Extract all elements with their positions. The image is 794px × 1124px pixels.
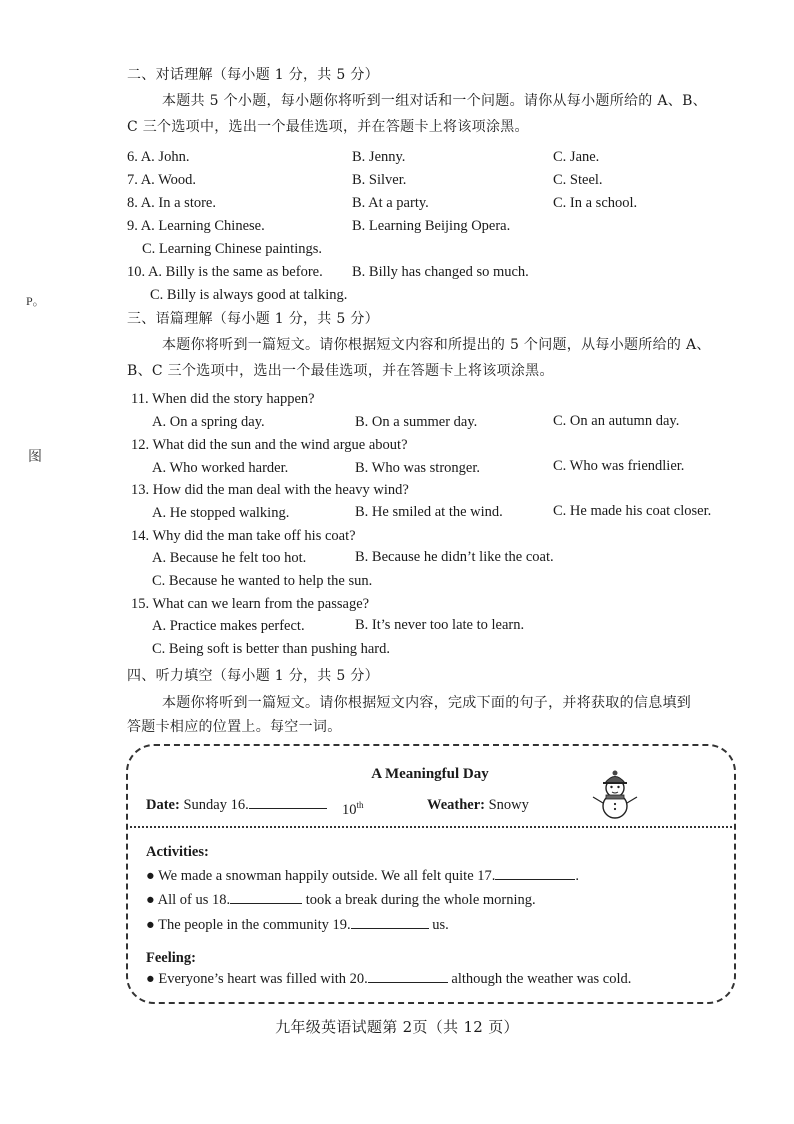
- margin-mark: 图: [28, 450, 42, 465]
- option-c: C. He made his coat closer.: [553, 503, 712, 519]
- answer-blank[interactable]: [351, 916, 429, 929]
- question: 14. Why did the man take off his coat?: [131, 528, 356, 544]
- option-a: A. Because he felt too hot.: [152, 550, 307, 566]
- option-b: B. He smiled at the wind.: [355, 504, 503, 520]
- option-c: C. Because he wanted to help the sun.: [152, 573, 373, 589]
- activities-label: Activities:: [146, 844, 209, 860]
- section-heading: 三、语篇理解（每小题 1 分，共 5 分）: [127, 311, 379, 327]
- section-instructions: 本题你将听到一篇短文。请你根据短文内容和所提出的 5 个问题，从每小题所给的 A、: [162, 337, 711, 353]
- option-c: C. Steel.: [553, 172, 603, 188]
- option-b: B. Learning Beijing Opera.: [352, 218, 511, 234]
- page-footer: 九年级英语试题第 2页（共 12 页）: [275, 1018, 519, 1036]
- date-suffix-sup: th: [356, 800, 364, 810]
- question: 12. What did the sun and the wind argue about?: [131, 437, 408, 453]
- option-c: C. In a school.: [553, 195, 638, 211]
- option-b: B. Because he didn’t like the coat.: [355, 549, 554, 565]
- section-heading: 四、听力填空（每小题 1 分，共 5 分）: [127, 668, 379, 684]
- question: 13. How did the man deal with the heavy wind?: [131, 482, 409, 498]
- activity-end: us.: [432, 917, 449, 933]
- activity-end: took a break during the whole morning.: [305, 892, 536, 908]
- question: 11. When did the story happen?: [131, 391, 315, 407]
- date-label: Date:: [146, 797, 180, 813]
- option-c: C. Billy is always good at talking.: [150, 287, 348, 303]
- question: 15. What can we learn from the passage?: [131, 596, 370, 612]
- activity-line: [146, 916, 449, 934]
- section-instructions: B、C 三个选项中，选出一个最佳选项，并在答题卡上将该项涂黑。: [127, 363, 554, 379]
- card-title: A Meaningful Day: [371, 766, 489, 782]
- section-heading: 二、对话理解（每小题 1 分，共 5 分）: [127, 67, 379, 83]
- option-a: 8. A. In a store.: [127, 195, 216, 211]
- weather-row: [427, 796, 529, 814]
- date-suffix-wrap: [342, 796, 364, 819]
- feeling-line: [146, 970, 631, 988]
- activity-text: All of us 18.: [157, 892, 231, 908]
- section-instructions: C 三个选项中，选出一个最佳选项，并在答题卡上将该项涂黑。: [127, 119, 529, 135]
- option-c: C. On an autumn day.: [553, 413, 680, 429]
- section-instructions: 本题你将听到一篇短文。请你根据短文内容，完成下面的句子，并将获取的信息填到: [162, 695, 692, 711]
- option-b: B. Who was stronger.: [355, 460, 480, 476]
- option-b: B. Silver.: [352, 172, 407, 188]
- answer-blank[interactable]: [249, 796, 327, 809]
- option-a: 10. A. Billy is the same as before.: [127, 264, 323, 280]
- answer-blank[interactable]: [495, 867, 575, 880]
- date-suffix: 10: [342, 801, 357, 818]
- section-instructions: 本题共 5 个小题，每小题你将听到一组对话和一个问题。请你从每小题所给的 A、B、: [162, 93, 707, 109]
- option-a: 9. A. Learning Chinese.: [127, 218, 265, 234]
- activity-text: We made a snowman happily outside. We all felt quite 17.: [158, 868, 496, 884]
- option-c: C. Learning Chinese paintings.: [142, 241, 323, 257]
- activity-end: .: [575, 868, 580, 884]
- card-divider: [126, 826, 736, 828]
- option-a: 7. A. Wood.: [127, 172, 197, 188]
- snowman-icon: [588, 770, 642, 820]
- activity-text: The people in the community 19.: [158, 917, 351, 933]
- option-b: B. It’s never too late to learn.: [355, 617, 525, 633]
- option-c: C. Who was friendlier.: [553, 458, 685, 474]
- feeling-label: Feeling:: [146, 950, 196, 966]
- activity-line: [146, 867, 579, 885]
- margin-mark: P。: [26, 294, 45, 308]
- date-value: Sunday 16.: [183, 797, 249, 813]
- option-b: B. On a summer day.: [355, 414, 478, 430]
- option-b: B. Billy has changed so much.: [352, 264, 529, 280]
- feeling-text: Everyone’s heart was filled with 20.: [158, 971, 368, 987]
- option-a: A. Who worked harder.: [152, 460, 289, 476]
- option-c: C. Jane.: [553, 149, 600, 165]
- section-instructions: 答题卡相应的位置上。每空一词。: [127, 719, 342, 735]
- option-b: B. Jenny.: [352, 149, 406, 165]
- date-row: [146, 796, 327, 814]
- answer-blank[interactable]: [230, 891, 302, 904]
- option-b: B. At a party.: [352, 195, 429, 211]
- weather-value: Snowy: [488, 797, 529, 813]
- option-a: A. On a spring day.: [152, 414, 265, 430]
- answer-blank[interactable]: [368, 970, 448, 983]
- bullet: ●: [146, 868, 155, 884]
- feeling-end: although the weather was cold.: [451, 971, 632, 987]
- activity-line: [146, 891, 536, 909]
- option-c: C. Being soft is better than pushing hard.: [152, 641, 391, 657]
- weather-label: Weather:: [427, 797, 485, 813]
- option-a: A. He stopped walking.: [152, 505, 290, 521]
- bullet: ●: [146, 917, 155, 933]
- bullet: ●: [146, 892, 155, 908]
- option-a: 6. A. John.: [127, 149, 190, 165]
- bullet: ●: [146, 971, 155, 987]
- option-a: A. Practice makes perfect.: [152, 618, 305, 634]
